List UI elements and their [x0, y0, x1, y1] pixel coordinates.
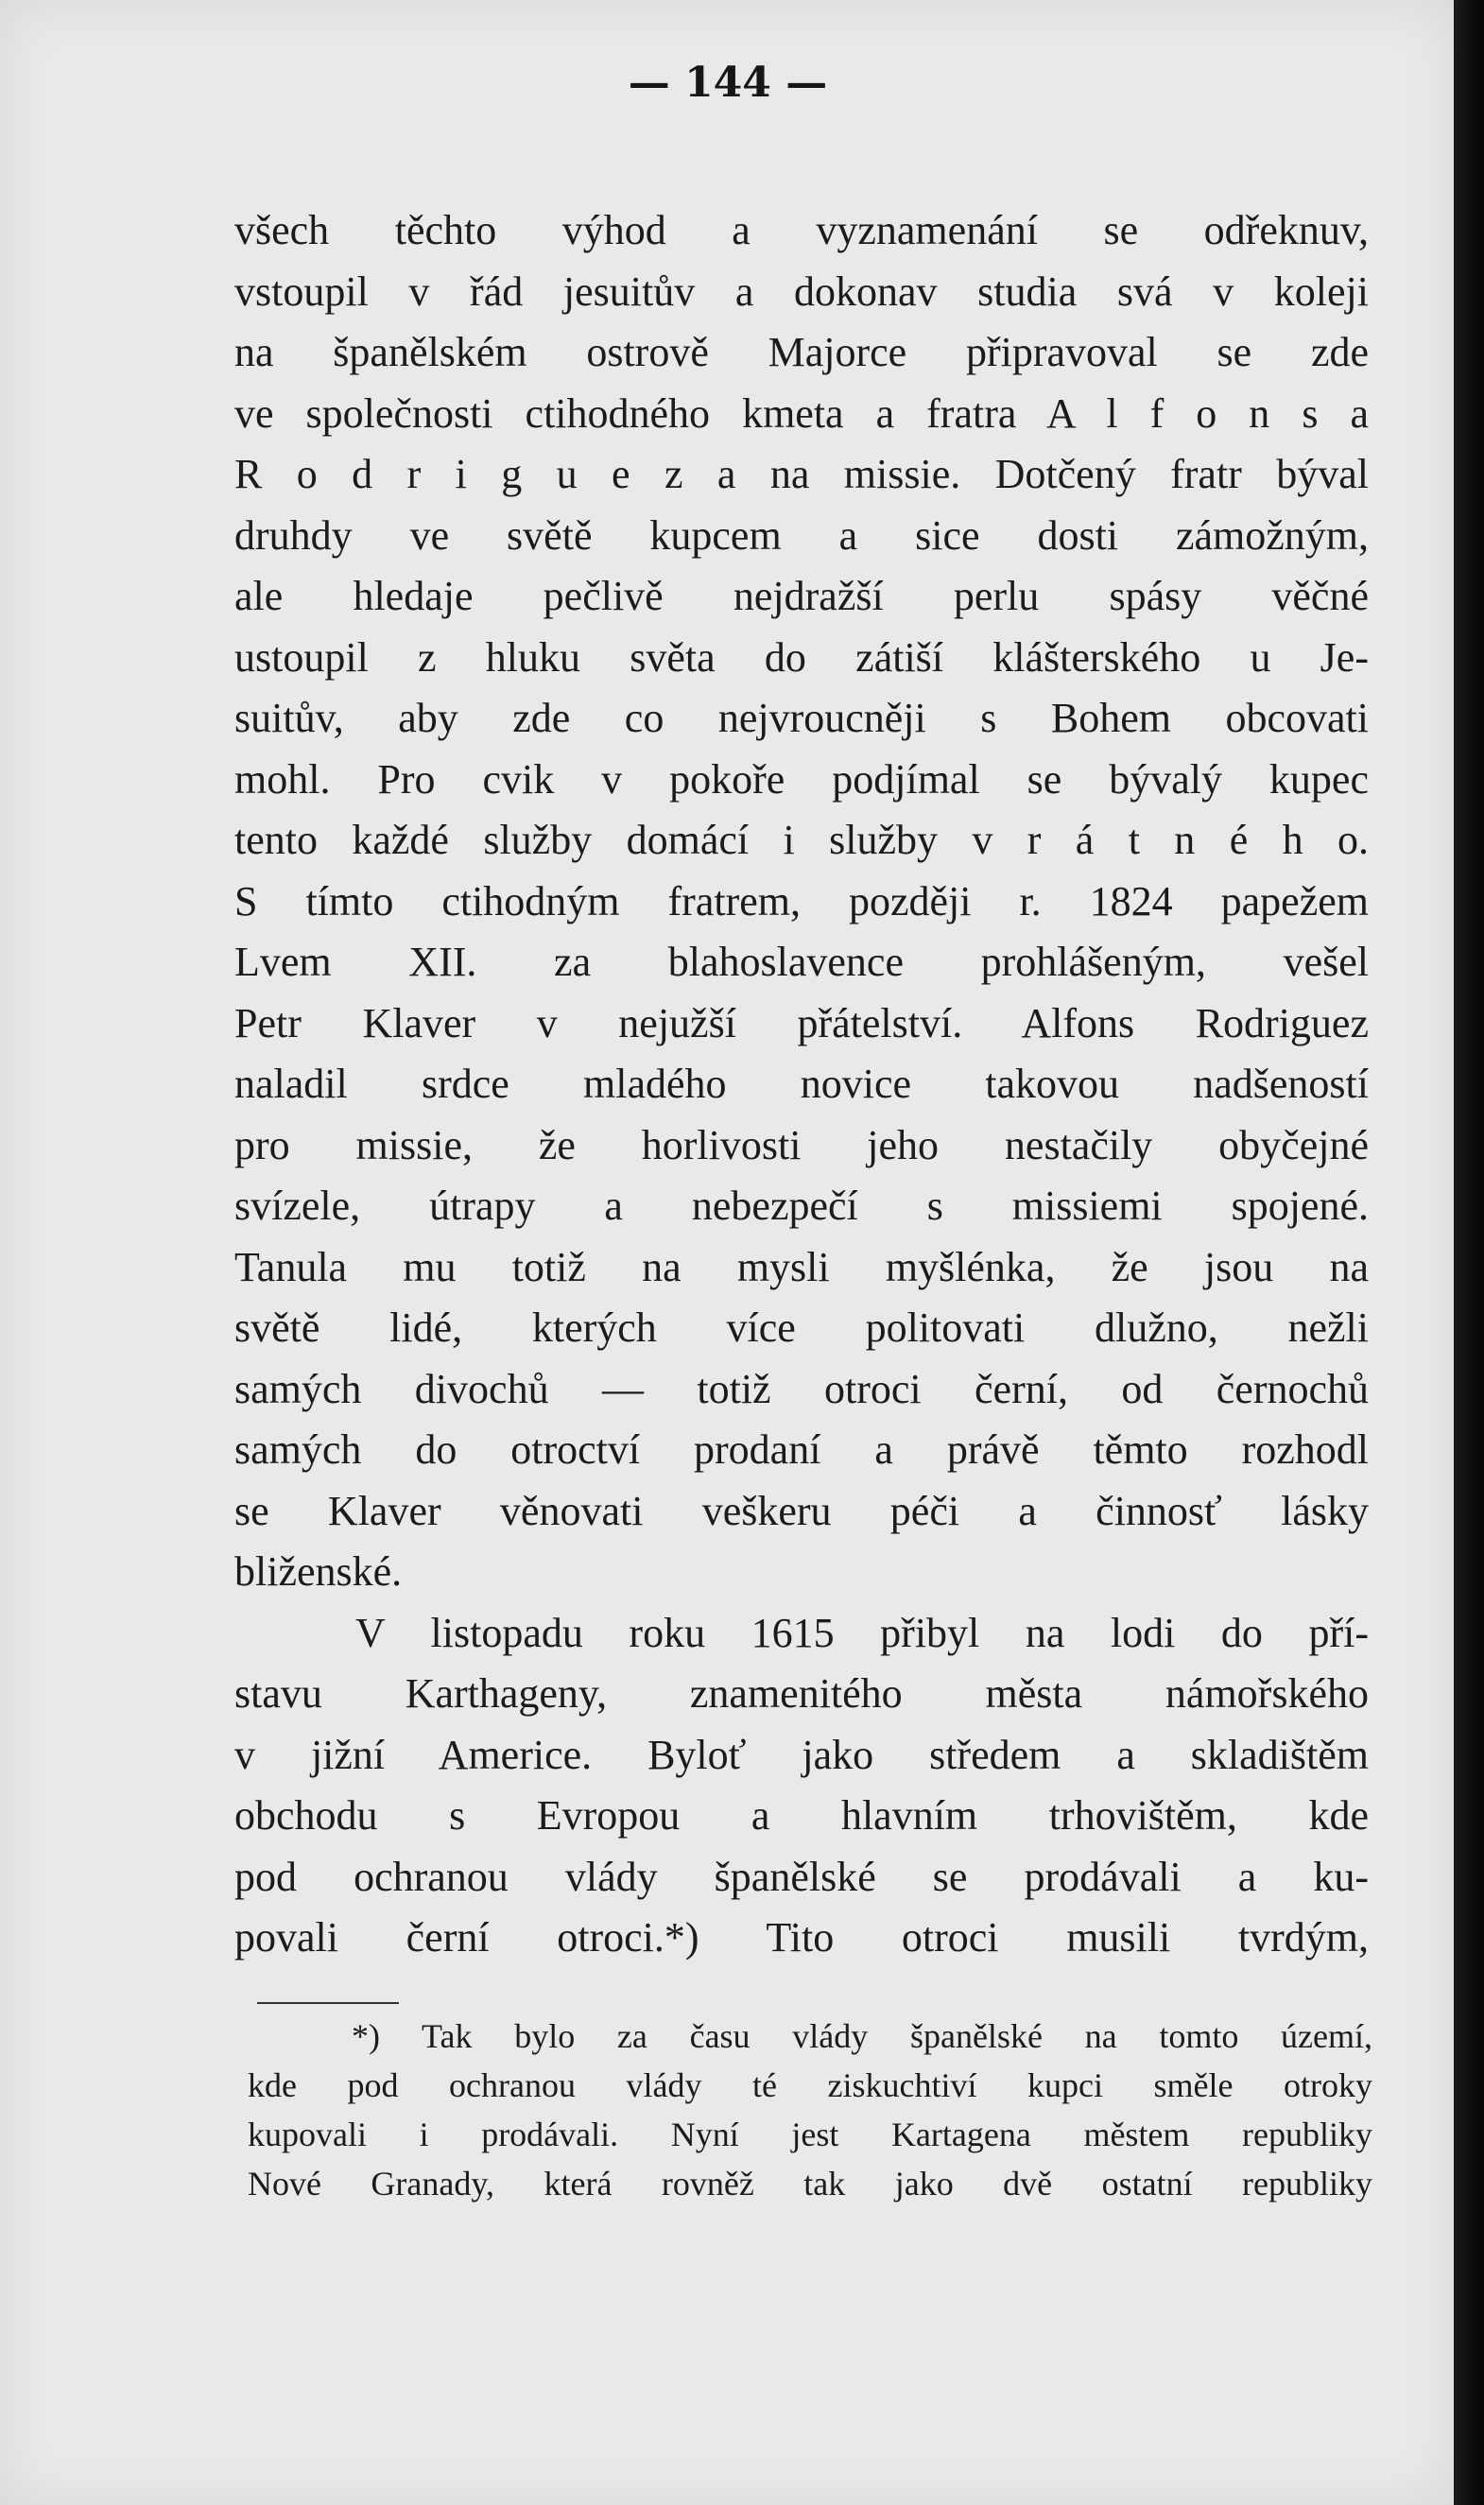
- text-line: S tímto ctihodným fratrem, později r. 1824 papežem: [234, 877, 1369, 924]
- text-line: se Klaver věnovati veškeru péči a činnosť lásky: [234, 1487, 1369, 1534]
- text-line: suitův, aby zde co nejvroucněji s Bohem obcovati: [234, 695, 1369, 741]
- page-number: — 144 —: [628, 59, 828, 107]
- text-line: samých divochů — totiž otroci černí, od černochů: [234, 1365, 1369, 1412]
- text-line: druhdy ve světě kupcem a sice dosti zámožným,: [234, 511, 1369, 559]
- text-line: bliženské.: [234, 1548, 403, 1595]
- paragraph-start-line: V listopadu roku 1615 přibyl na lodi do pří-: [355, 1609, 1369, 1656]
- text-line: ale hledaje pečlivě nejdražší perlu spásy věčné: [234, 573, 1369, 619]
- text-line: pod ochranou vlády španělské se prodávali a ku-: [234, 1853, 1369, 1900]
- footnote-line: *) Tak bylo za času vlády španělské na tomto území,: [352, 2017, 1372, 2055]
- text-line: Petr Klaver v nejužší přátelství. Alfons Rodriguez: [234, 999, 1369, 1046]
- text-line: ustoupil z hluku světa do zátiší klášterského u Je-: [234, 633, 1369, 681]
- text-line: Lvem XII. za blahoslavence prohlášeným, vešel: [234, 939, 1369, 985]
- footnote: [248, 2012, 1372, 2208]
- text-line: naladil srdce mladého novice takovou nadšeností: [234, 1061, 1369, 1107]
- text-line: všech těchto výhod a vyznamenání se odřeknuv,: [234, 207, 1369, 253]
- footnote-line: Nové Granady, která rovněž tak jako dvě ostatní republiky: [248, 2165, 1372, 2203]
- text-line: světě lidé, kterých více politovati dlužno, nežli: [234, 1304, 1369, 1351]
- text-line: obchodu s Evropou a hlavním trhovištěm, kde: [234, 1792, 1369, 1839]
- text-line: ve společnosti ctihodného kmeta a fratra A l f o n s a: [234, 389, 1369, 437]
- scan-edge: [1454, 0, 1484, 2505]
- text-line: pro missie, že horlivosti jeho nestačily obyčejné: [234, 1121, 1369, 1168]
- text-line: mohl. Pro cvik v pokoře podjímal se bývalý kupec: [234, 755, 1369, 803]
- footnote-line: kupovali i prodávali. Nyní jest Kartagena městem republiky: [248, 2116, 1372, 2153]
- text-line: stavu Karthageny, znamenitého města námořského: [234, 1670, 1369, 1717]
- text-line: tento každé služby domácí i služby v r á t n é h o.: [234, 817, 1369, 863]
- text-line: na španělském ostrově Majorce připravoval se zde: [234, 329, 1369, 375]
- text-line: Tanula mu totiž na mysli myšlénka, že jsou na: [234, 1243, 1369, 1290]
- text-line: vstoupil v řád jesuitův a dokonav studia svá v koleji: [234, 268, 1369, 315]
- text-line: svízele, útrapy a nebezpečí s missiemi spojené.: [234, 1183, 1369, 1229]
- body-text: [234, 200, 1369, 1969]
- footnote-line: kde pod ochranou vlády té ziskuchtiví kupci směle otroky: [248, 2066, 1372, 2104]
- text-line: R o d r i g u e z a na missie. Dotčený fratr býval: [234, 451, 1369, 497]
- text-line: samých do otroctví prodaní a právě těmto rozhodl: [234, 1426, 1369, 1473]
- text-line: v jižní Americe. Byloť jako středem a skladištěm: [234, 1731, 1369, 1778]
- footnote-divider: [257, 2002, 399, 2004]
- text-line: povali černí otroci.*) Tito otroci musili tvrdým,: [234, 1914, 1369, 1961]
